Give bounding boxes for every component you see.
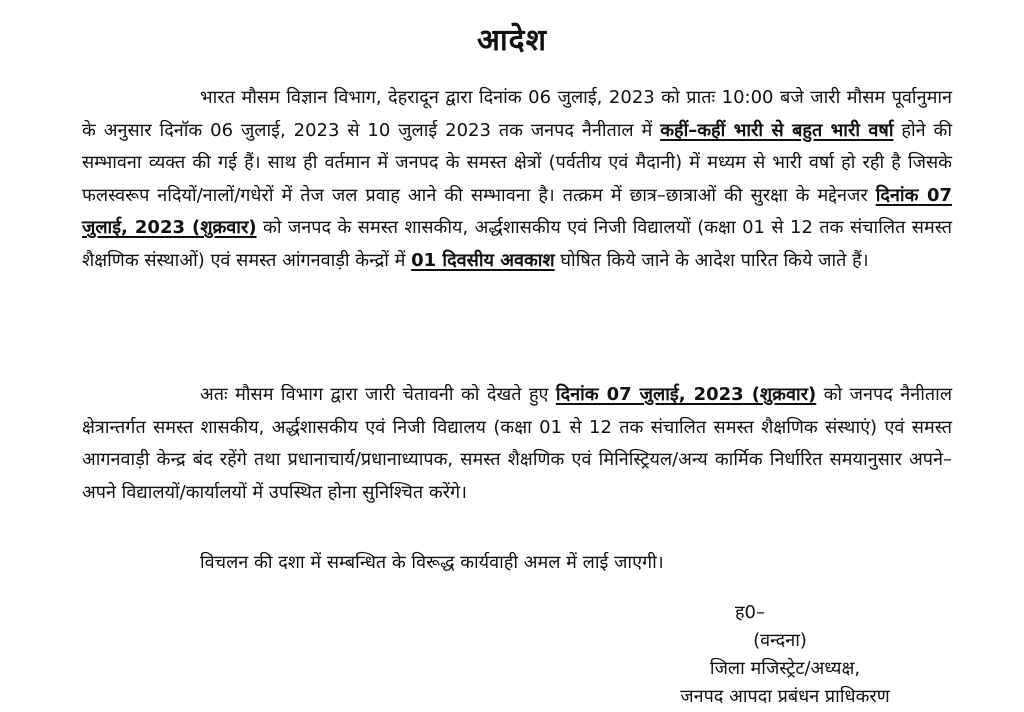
signatory-authority: जनपद आपदा प्रबंधन प्राधिकरण (680, 686, 890, 707)
closure-date-highlight: दिनांक 07 जुलाई, 2023 (शुक्रवार) (555, 384, 817, 405)
para3-text: विचलन की दशा में सम्बन्धित के विरूद्ध कार्यवाही अमल में लाई जाएगी। (200, 552, 664, 573)
order-paragraph-3 (82, 547, 952, 580)
para1-text-2: होने की सम्भावना व्यक्त की गई हैं। साथ ही वर्तमान में जनपद के समस्त क्षेत्रों (पर्वतीय एवं मैदानी) में मध्यम से भारी वर्षा हो रही है जिसके फलस्वरूप नदियों/नालों/गधेरों में तेज जल प्रवाह आने की सम्भावना है। तत्क्रम में छात्र–छात्राओं की सुरक्षा के मद्देनजर (82, 119, 952, 206)
holiday-date-highlight: दिनांक 07 जुलाई, 2023 (शुक्रवार) (82, 184, 952, 239)
signatory-name: (वन्दना) (753, 630, 807, 651)
para2-text-1: अतः मौसम विभाग द्वारा जारी चेतावनी को देखते हुए (200, 384, 556, 405)
signature-mark: ह0– (734, 602, 765, 623)
one-day-leave-highlight: 01 दिवसीय अवकाश (411, 249, 555, 271)
para1-text-3: को जनपद के समस्त शासकीय, अर्द्धशासकीय एवं निजी विद्यालयों (कक्षा 01 से 12 तक संचालित समस्त शैक्षणिक संस्थाओं) एवं समस्त आंगनवाड़ी केन्द्रों में (82, 217, 952, 271)
order-paragraph-2 (82, 379, 952, 509)
order-paragraph-1 (82, 82, 952, 278)
heavy-rain-highlight: कहीं–कहीं भारी से बहुत भारी वर्षा (660, 119, 894, 141)
signatory-designation: जिला मजिस्ट्रेट/अध्यक्ष, (709, 658, 861, 679)
para2-text-2: को जनपद नैनीताल क्षेत्रान्तर्गत समस्त शासकीय, अर्द्धशासकीय एवं निजी विद्यालय (कक्षा 01 से 12 तक संचालित समस्त शैक्षणिक संस्थाएं) एवं समस्त आगनवाड़ी केन्द्र बंद रहेंगे तथा प्रधानाचार्य/प्रधानाध्यापक, समस्त शैक्षणिक एवं मिनिस्ट्रियल/अन्य कार्मिक निर्धारित समयानुसार अपने–अपने विद्यालयों/कार्यालयों में उपस्थित होना सुनिश्चित करेंगे। (82, 384, 953, 503)
para1-text-4: घोषित किये जाने के आदेश पारित किये जाते हैं। (554, 249, 869, 271)
document-title: आदेश (477, 23, 547, 58)
para1-text-1: भारत मौसम विज्ञान विभाग, देहरादून द्वारा दिनांक 06 जुलाई, 2023 को प्रातः 10:00 बजे जारी मौसम पूर्वानुमान के अनुसार दिनॉक 06 जुलाई, 2023 से 10 जुलाई 2023 तक जनपद नैनीताल में (82, 87, 952, 141)
